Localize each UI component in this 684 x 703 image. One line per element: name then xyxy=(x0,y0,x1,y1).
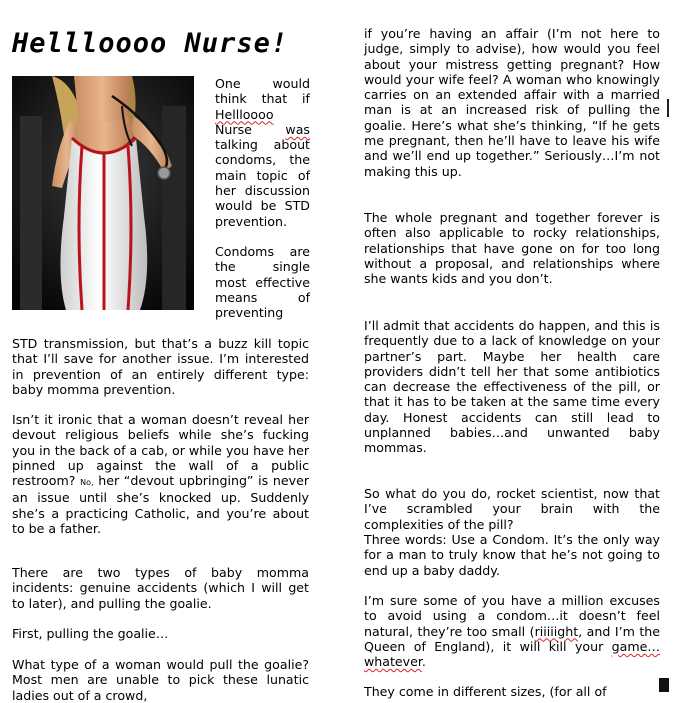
right-paragraph-4b: Three words: Use a Condom. It’s the only way for a man to truly know that he’s not going to end up a baby daddy. xyxy=(364,532,660,578)
left-paragraph-2: STD transmission, but that’s a buzz kill topic that I’ll save for another issue. I’m interested in prevention of an entirely different type: baby momma prevention. xyxy=(12,336,309,397)
right-paragraph-4a: So what do you do, rocket scientist, now that I’ve scrambled your brain with the complexities of the pill? xyxy=(364,486,660,532)
right-paragraph-6: They come in different sizes, (for all of xyxy=(364,684,607,699)
p1-after: talking about condoms, the main topic of her discussion would be STD prevention. xyxy=(215,137,310,229)
p1-flagged-word: Hellloooo xyxy=(215,106,274,122)
p1-middle: Nurse xyxy=(215,121,286,137)
p3-tiny-no: No, xyxy=(80,478,94,488)
left-paragraph-4: There are two types of baby momma incidents: genuine accidents (which I will get to later), and pulling the goalie. xyxy=(12,565,309,611)
left-paragraph-3 xyxy=(12,412,309,536)
text-cursor-mark xyxy=(667,99,669,117)
right-paragraph-3: I’ll admit that accidents do happen, and this is frequently due to a lack of knowledge on your partner’s part. Maybe her health care providers didn’t tell her that some antibiotics can decrease the effectiveness of the pill, or that it has to be taken at the same time every day. Honest accidents can still lead to unplanned babies…and unwanted baby mommas. xyxy=(364,318,660,456)
right-paragraph-5 xyxy=(364,593,660,669)
left-paragraph-2-wrap: Condoms are the single most effective means of preventing xyxy=(215,244,310,321)
nurse-costume-photo-icon xyxy=(12,76,194,310)
page-edge-mark xyxy=(659,678,669,692)
left-paragraph-1 xyxy=(215,76,310,229)
p1-flagged-word-2: was xyxy=(285,121,310,137)
right-paragraph-1: if you’re having an affair (I’m not here to judge, simply to advise), how would you feel about your mistress getting pregnant? How would your wife feel? A woman who knowingly carries on an extended affair with a married man is at an increased risk of pulling the goalie. Here’s what she’s thinking, “If he gets me pregnant, then he’ll have to leave his wife and we’ll end up together.” Seriously…I’m not making this up. xyxy=(364,26,660,179)
r5-before: I’m sure some of you have a million excuses to avoid using a condom…it doesn’t feel natural, they’re too small ( xyxy=(364,593,660,639)
p3-after: her “devout upbringing” is never an issue until she’s knocked up. Suddenly she’s a practicing Catholic, and you’re about to be a father. xyxy=(12,473,310,537)
r5-middle: , and I’m the Queen of England), it will kill your xyxy=(364,623,661,654)
left-paragraph-6: What type of a woman would pull the goalie? Most men are unable to pick these lunatic ladies out of a crowd, xyxy=(12,657,309,703)
r5-after: . xyxy=(421,654,426,670)
r5-flagged-word-2: game…whatever xyxy=(364,638,660,670)
nurse-photo xyxy=(12,76,194,310)
p1-before: One would think that if xyxy=(215,76,310,107)
left-paragraph-5: First, pulling the goalie… xyxy=(12,626,169,641)
right-paragraph-2: The whole pregnant and together forever is often also applicable to rocky relationships, relationships that have gone on for too long without a proposal, and relationships where she wants kids and you don’t. xyxy=(364,210,660,287)
p3-before: Isn’t it ironic that a woman doesn’t reveal her devout religious beliefs while she’s fucking you in the back of a cab, or while you have her pinned up against the wall of a public restroom? xyxy=(12,412,309,489)
article-title: Hellloooo Nurse! xyxy=(12,28,289,59)
r5-flagged-word: riiiiight xyxy=(534,623,579,639)
